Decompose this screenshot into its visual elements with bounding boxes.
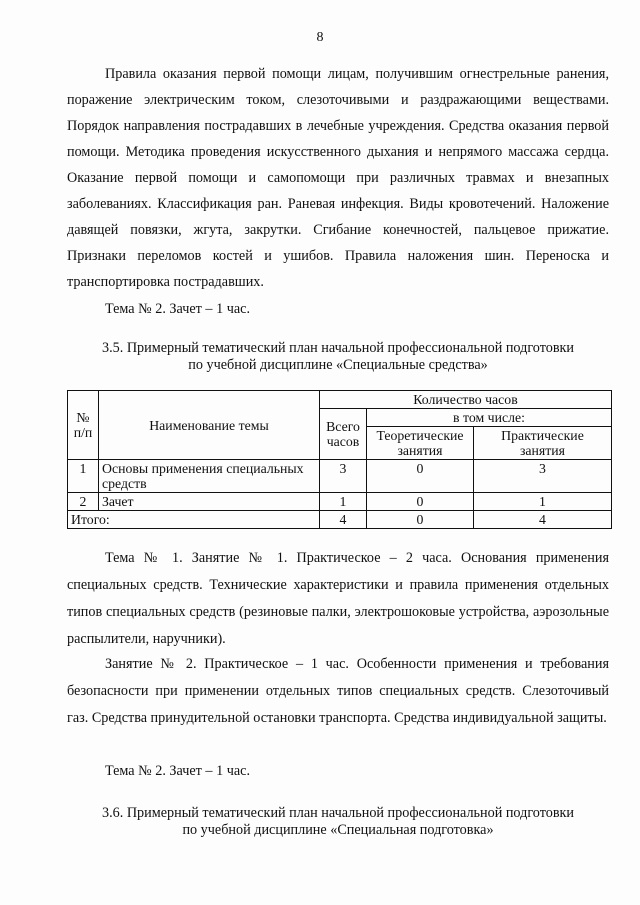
header-theory: Теоретические занятия [367,427,474,460]
section-3-6-line-1: 3.6. Примерный тематический план начальной профессиональной подготовки [101,805,575,821]
section-3-6-line-2: по учебной дисциплине «Специальная подготовка» [182,822,494,838]
section-3-6-heading [67,805,609,839]
row-theory: 0 [367,460,474,493]
table-row [68,493,612,511]
section-3-5-line-1: 3.5. Примерный тематический план начальной профессиональной подготовки [101,340,575,356]
tema-1-paragraph: Тема № 1. Занятие № 1. Практическое – 2 часа. Основания применения специальных средств. Технические характеристики и правила применения отдельных типов специальных средств (резиновые палки, электрошоковые устройства, аэрозольные распылители, наручники). [67,550,609,647]
header-hours-count: Количество часов [320,391,612,409]
tema-2-line: Тема № 2. Зачет – 1 час. [105,301,250,317]
section-3-5-line-2: по учебной дисциплине «Специальные средства» [188,357,488,373]
row-practice: 1 [474,493,612,511]
total-hours: 4 [320,511,367,529]
row-num: 1 [68,460,99,493]
page-number: 8 [316,30,324,45]
total-label: Итого: [68,511,320,529]
thematic-plan-table [67,390,612,529]
section-3-5-heading [67,340,609,374]
header-topic-name: Наименование темы [99,391,320,460]
table-row [68,460,612,493]
row-topic: Основы применения специальных средств [99,460,320,493]
row-total: 1 [320,493,367,511]
row-theory: 0 [367,493,474,511]
first-aid-paragraph: Правила оказания первой помощи лицам, получившим огнестрельные ранения, поражение электрическим током, слезоточивыми и раздражающими веществами. Порядок направления пострадавших в лечебные учреждения. Средства оказания первой помощи. Методика проведения искусственного дыхания и непрямого массажа сердца. Оказание первой помощи и самопомощи при различных травмах и внезапных заболеваниях. Классификация ран. Раневая инфекция. Виды кровотечений. Наложение давящей повязки, жгута, закрутки. Сгибание конечностей, пальцевое прижатие. Признаки переломов костей и ушибов. Правила наложения шин. Переноска и транспортировка пострадавших. [67,66,609,290]
total-row [68,511,612,529]
row-total: 3 [320,460,367,493]
tema-2-line-second: Тема № 2. Зачет – 1 час. [105,763,250,779]
total-practice: 4 [474,511,612,529]
row-topic: Зачет [99,493,320,511]
row-num: 2 [68,493,99,511]
header-total: Всего часов [320,409,367,460]
header-num: № п/п [68,391,99,460]
header-practice: Практические занятия [474,427,612,460]
zanyatie-2-paragraph: Занятие № 2. Практическое – 1 час. Особенности применения и требования безопасности при применении отдельных типов специальных средств. Слезоточивый газ. Средства принудительной остановки транспорта. Средства индивидуальной защиты. [67,656,609,726]
header-including: в том числе: [367,409,612,427]
total-theory: 0 [367,511,474,529]
row-practice: 3 [474,460,612,493]
